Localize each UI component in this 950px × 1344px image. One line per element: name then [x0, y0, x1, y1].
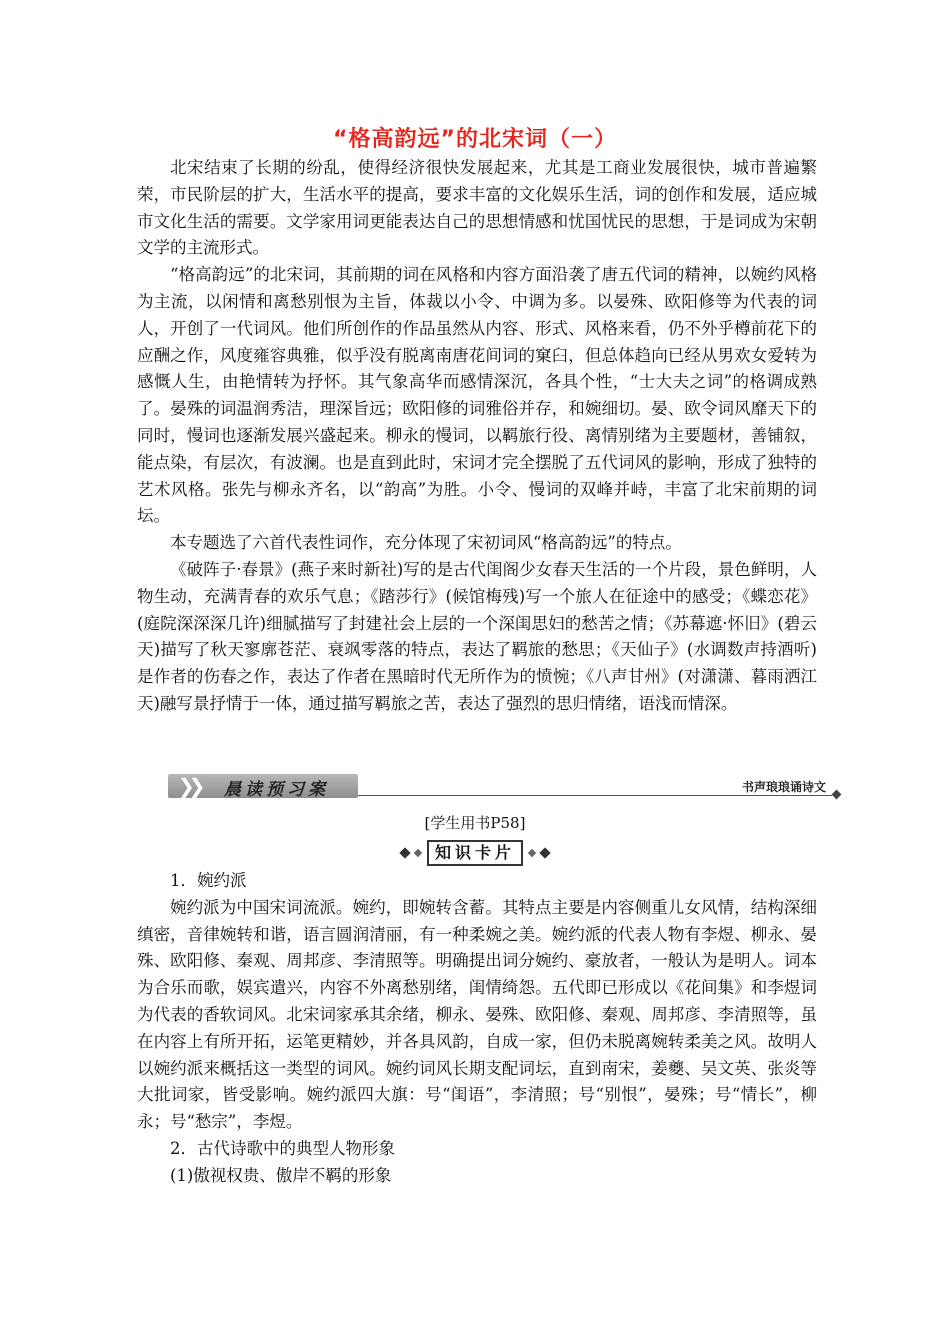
banner-rule: [348, 795, 832, 796]
intro-paragraph: 《破阵子·春景》(燕子来时新社)写的是古代闺阁少女春天生活的一个片段，景色鲜明，人物生动，充满青春的欢乐气息；《踏莎行》(候馆梅残)写一个旅人在征途中的感受；《蝶恋花》(庭院深深深几许)细腻描写了封建社会上层的一个深闺思妇的愁苦之情；《苏幕遮·怀旧》(碧云天)描写了秋天寥廓苍茫、衰飒零落的特点，表达了羁旅的愁思；《天仙子》(水调数声持酒听)是作者的伤春之作，表达了作者在黑暗时代无所作为的愤惋；《八声甘州》(对潇潇、暮雨洒江天)融写景抒情于一体，通过描写羁旅之苦，表达了强烈的思归情绪，语浅而情深。: [137, 559, 817, 713]
intro-section: [137, 155, 817, 718]
subsection-heading: (1)傲视权贵、傲岸不羁的形象: [170, 1165, 392, 1185]
banner-subtitle: 书声琅琅诵诗文: [741, 780, 826, 794]
intro-paragraph: 本专题选了六首代表性词作，充分体现了宋初词风“格高韵远”的特点。: [170, 533, 682, 553]
intro-paragraph: 北宋结束了长期的纷乱，使得经济很快发展起来，尤其是工商业发展很快，城市普遍繁荣，市民阶层的扩大，生活水平的提高，要求丰富的文化娱乐生活，词的创作和发展，适应城市文化生活的需要。文学家用词更能表达自己的思想情感和忧国忧民的思想，于是词成为宋朝文学的主流形式。: [137, 158, 817, 258]
card-header: [0, 840, 950, 866]
knowledge-paragraph: 婉约派为中国宋词流派。婉约，即婉转含蓄。其特点主要是内容侧重儿女风情，结构深细缜密，音律婉转和谐，语言圆润清丽，有一种柔婉之美。婉约派的代表人物有李煜、柳永、晏殊、欧阳修、秦观、周邦彦、李清照等。明确提出词分婉约、豪放者，一般认为是明人。词本为合乐而歌，娱宾遣兴，内容不外离愁别绪，闺情绮怨。五代即已形成以《花间集》和李煜词为代表的香软词风。北宋词家承其余绪，柳永、晏殊、欧阳修、秦观、周邦彦、李清照等，虽在内容上有所开拓，运笔更精妙，并各具风韵，自成一家，但仍未脱离婉转柔美之风。故明人以婉约派来概括这一类型的词风。婉约词风长期支配词坛，直到南宋，姜夔、吴文英、张炎等大批词家，皆受影响。婉约派四大旗：号“闺语”，李清照；号“别恨”，晏殊；号“情长”，柳永；号“愁宗”，李煜。: [137, 897, 817, 1132]
page-reference: [学生用书P58]: [424, 814, 526, 832]
section-heading: 2．古代诗歌中的典型人物形象: [170, 1138, 395, 1158]
diamond-icon: [399, 847, 410, 858]
knowledge-section: [137, 868, 817, 1190]
section-banner: [168, 772, 840, 800]
diamond-icon: [539, 847, 550, 858]
diamond-icon: [414, 849, 422, 857]
diamond-icon: [528, 849, 536, 857]
card-title: 知识卡片: [427, 840, 523, 866]
diamond-icon: [832, 790, 842, 800]
double-chevron-icon: ❯❯: [178, 774, 200, 798]
intro-paragraph: “格高韵远”的北宋词，其前期的词在风格和内容方面沿袭了唐五代词的精神，以婉约风格为主流，以闲情和离愁别恨为主旨，体裁以小令、中调为多。以晏殊、欧阳修等为代表的词人，开创了一代词风。他们所创作的作品虽然从内容、形式、风格来看，仍不外乎樽前花下的应酬之作，风度雍容典雅，似乎没有脱离南唐花间词的窠臼，但总体趋向已经从男欢女爱转为感慨人生，由艳情转为抒怀。其气象高华而感情深沉，各具个性，“士大夫之词”的格调成熟了。晏殊的词温润秀洁，理深旨远；欧阳修的词雅俗并存，和婉细切。晏、欧令词风靡天下的同时，慢词也逐渐发展兴盛起来。柳永的慢词，以羁旅行役、离情别绪为主要题材，善铺叙，能点染，有层次，有波澜。也是直到此时，宋词才完全摆脱了五代词风的影响，形成了独特的艺术风格。张先与柳永齐名，以“韵高”为胜。小令、慢词的双峰并峙，丰富了北宋前期的词坛。: [137, 265, 817, 526]
page-title: “格高韵远”的北宋词（一）: [333, 127, 617, 152]
section-heading: 1．婉约派: [170, 871, 247, 890]
banner-label: 晨读预习案: [224, 780, 329, 800]
